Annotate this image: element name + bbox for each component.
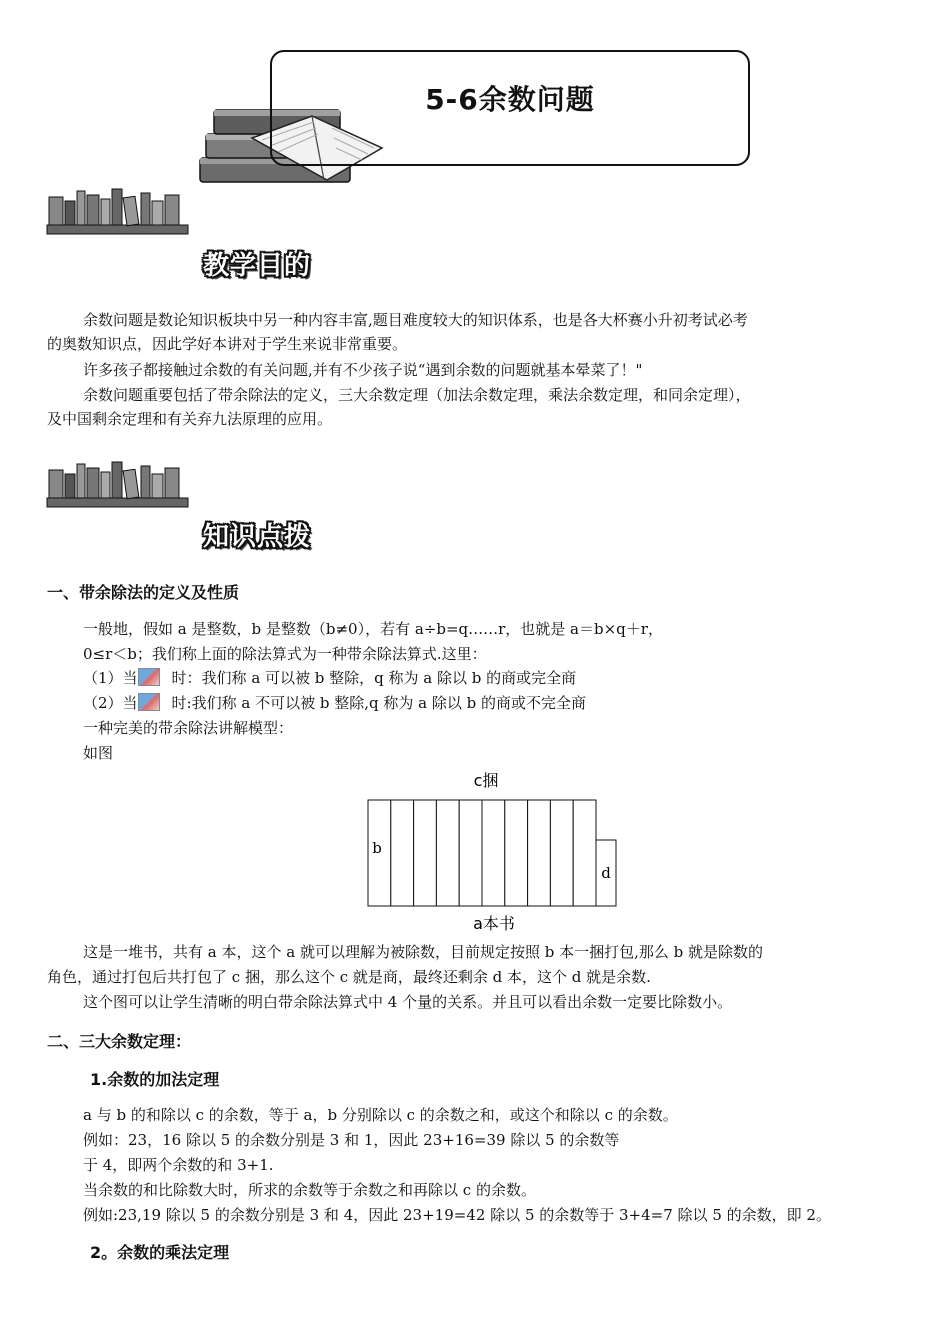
part2-line5: 例如:23,19 除以 5 的余数分别是 3 和 4，因此 23+19=42 除以 5 的余数等于 3+4=7 除以 5 的余数，即 2。 [83,1206,831,1224]
bundle-column [505,800,528,906]
case2-prefix: （2）当 [83,694,138,712]
formula-image-icon [138,668,160,686]
part1-as-figure: 如图 [83,744,114,762]
intro-p1-line1: 余数问题是数论知识板块中另一种内容丰富,题目难度较大的知识体系，也是各大杯赛小升初考试必考 [83,311,748,329]
diagram-right-label: d [601,864,611,882]
case2-suffix: 时:我们称 a 不可以被 b 整除,q 称为 a 除以 b 的商或不完全商 [171,694,586,712]
book-bundles [368,800,596,906]
bundle-column [414,800,437,906]
bundle-column [459,800,482,906]
bundle-column [528,800,551,906]
part2-line1: a 与 b 的和除以 c 的余数，等于 a，b 分别除以 c 的余数之和，或这个和除以 c 的余数。 [83,1106,678,1124]
part2-heading: 二、三大余数定理： [47,1032,192,1051]
bundle-column [550,800,573,906]
division-diagram [360,766,630,938]
page-title: 5-6余数问题 [425,83,595,116]
part2-sub2: 2。余数的乘法定理 [90,1243,230,1262]
part1-line1: 一般地，假如 a 是整数，b 是整数（b≠0），若有 a÷b=q……r，也就是 a＝b×q＋r， [83,620,663,638]
diagram-bottom-label: a本书 [473,914,515,933]
part1-heading: 一、带余除法的定义及性质 [47,583,240,602]
bundle-column [436,800,459,906]
part1-case1 [83,667,576,689]
bundle-column [391,800,414,906]
case1-prefix: （1）当 [83,669,138,687]
explain-line1: 这是一堆书，共有 a 本，这个 a 就可以理解为被除数，目前规定按照 b 本一捆打包,那么 b 就是除数的 [83,943,764,961]
intro-p2: 许多孩子都接触过余数的有关问题,并有不少孩子说“遇到余数的问题就基本晕菜了！" [83,361,643,379]
part2-line3: 于 4，即两个余数的和 3+1. [83,1156,274,1174]
intro-p3-line1: 余数问题重要包括了带余除法的定义，三大余数定理（加法余数定理，乘法余数定理，和同余定理）， [83,386,751,404]
part1-case2 [83,692,586,714]
books-shelf-icon [45,185,190,237]
diagram-left-label: b [372,839,382,857]
case1-suffix: 时：我们称 a 可以被 b 整除，q 称为 a 除以 b 的商或完全商 [171,669,577,687]
part1-line2: 0≤r＜b；我们称上面的除法算式为一种带余除法算式.这里： [83,645,487,663]
intro-p1-line2: 的奥数知识点，因此学好本讲对于学生来说非常重要。 [47,335,408,353]
books-shelf-icon [45,458,190,510]
part2-line2: 例如：23，16 除以 5 的余数分别是 3 和 1，因此 23+16=39 除以 5 的余数等 [83,1131,620,1149]
diagram-top-label: c捆 [473,771,499,790]
explain-line3: 这个图可以让学生清晰的明白带余除法算式中 4 个量的关系。并且可以看出余数一定要比除数小。 [83,993,733,1011]
part2-sub1: 1.余数的加法定理 [90,1070,220,1089]
explain-line2: 角色，通过打包后共打包了 c 捆，那么这个 c 就是商，最终还剩余 d 本，这个 d 就是余数. [47,968,651,986]
intro-p3-line2: 及中国剩余定理和有关弃九法原理的应用。 [47,410,333,428]
section-title-objective: 教学目的 [203,251,312,281]
section-title-knowledge: 知识点拨 [203,522,312,552]
bundle-column [573,800,596,906]
bundle-column [482,800,505,906]
part1-model: 一种完美的带余除法讲解模型： [83,719,294,737]
part2-line4: 当余数的和比除数大时，所求的余数等于余数之和再除以 c 的余数。 [83,1181,536,1199]
formula-image-icon [138,693,160,711]
